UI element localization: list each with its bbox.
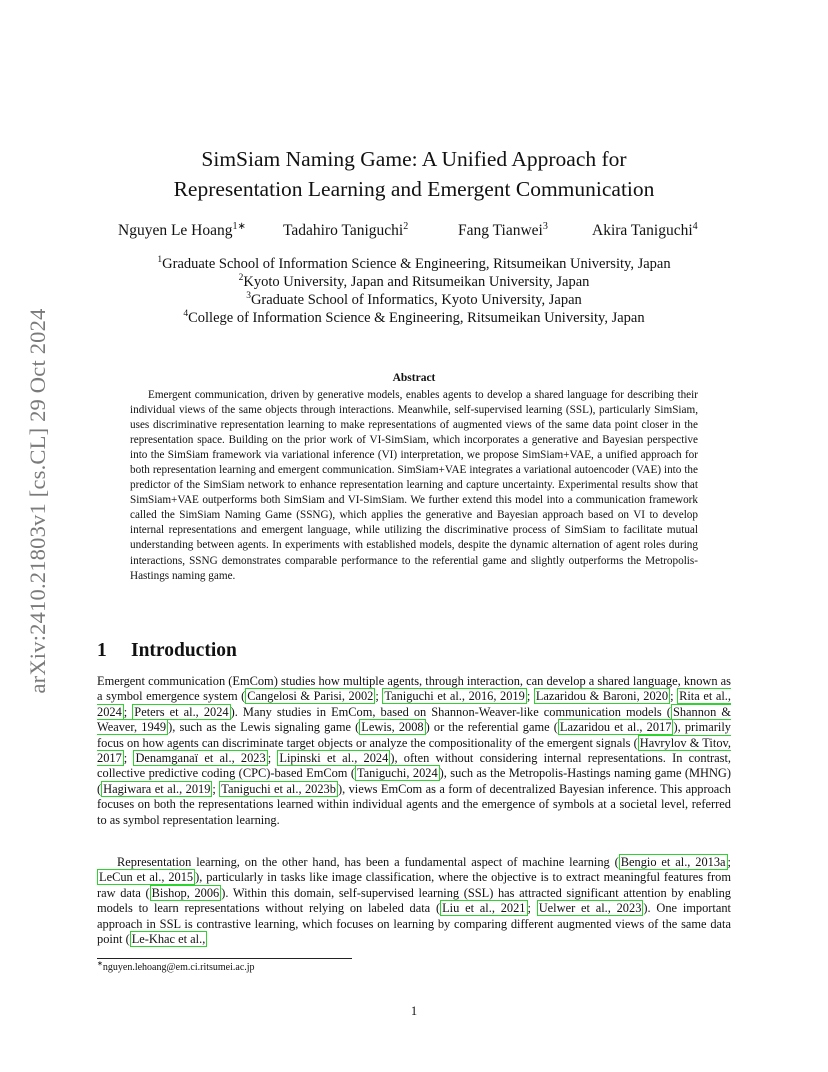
section-title: Introduction	[131, 640, 237, 661]
intro-paragraph-2: Representation learning, on the other hand, has been a fundamental aspect of machine learning ( Bengio et al., 2013a ; LeCun et al., 2015 ), particularly in tasks like image classification, where the objective is to extract meaningful features from raw data ( Bishop, 2006 ). Within this domain, self-supervised learning (SSL) has attracted significant attention by enabling models to learn representations without relying on labeled data ( Liu et al., 2021 ; Uelwer et al., 2023 ). One important approach in SSL is contrastive learning, which focuses on learning by comparing different augmented views of the same data point ( Le-Khac et al.,	[97, 855, 732, 947]
citation-link[interactable]: Le-Khac et al.,	[131, 932, 206, 947]
citation-link[interactable]: Denamganaï et al., 2023	[135, 751, 266, 766]
abstract-heading: Abstract	[392, 372, 436, 384]
section-number: 1	[97, 640, 107, 661]
arxiv-stamp-text: arXiv:2410.21803v1 [cs.CL] 29 Oct 2024	[25, 308, 50, 694]
citation-link[interactable]: Bengio et al., 2013a	[620, 855, 726, 869]
paper-title-line-2: Representation Learning and Emergent Communication	[173, 177, 655, 201]
footnote-email: nguyen.lehoang@em.ci.ritsumei.ac.jp	[102, 962, 255, 973]
citation-link[interactable]: Rita et al., 2024	[97, 689, 731, 719]
author-4: Akira Taniguchi$^4$	[592, 220, 698, 239]
citation-link[interactable]: Lewis, 2008	[361, 720, 424, 735]
citation-link[interactable]: LeCun et al., 2015	[99, 870, 194, 885]
intro-paragraph-1: Emergent communication (EmCom) studies how multiple agents, through interaction, can develop a shared language, known as a symbol emergence system ( Cangelosi & Parisi, 2002 ; Taniguchi et al., 2016, 2019 ; Lazaridou & Baroni, 2020 ; Rita et al., 2024 ; Peters et al., 2024 ). Many studies in EmCom, based on Shannon-Weaver-like communication models ( Shannon & Weaver, 1949 ), such as the Lewis signaling game ( Lewis, 2008 ) or the referential game ( Lazaridou et al., 2017 ), primarily focus on how agents can discriminate target objects or analyze the compositionality of the emergent signals ( Havrylov & Titov, 2017 ; Denamganaï et al., 2023 ; Lipinski et al., 2024 ), often without considering internal representations. In contrast, collective predictive coding (CPC)-based EmCom ( Taniguchi, 2024 ), such as the Metropolis-Hastings naming game (MHNG) ( Hagiwara et al., 2019 ; Taniguchi et al., 2023b ), views EmCom as a form of decentralized Bayesian inference. This approach focuses on both the representations learned within individual agents and the emergence of symbols at a societal level, referred to as symbol representation learning.	[97, 674, 732, 827]
author-2: Tadahiro Taniguchi$^2$	[283, 220, 409, 239]
citation-link[interactable]: Shannon & Weaver, 1949	[97, 704, 732, 735]
citation-link[interactable]: Taniguchi, 2024	[356, 766, 438, 781]
citation-link[interactable]: Cangelosi & Parisi, 2002	[247, 689, 374, 704]
affiliation-2: $^2$Kyoto University, Japan and Ritsumeikan University, Japan	[238, 273, 590, 290]
footnote: ∗nguyen.lehoang@em.ci.ritsumei.ac.jp	[97, 959, 255, 973]
page-number: 1	[410, 1004, 418, 1018]
author-list	[96, 222, 732, 244]
citation-link[interactable]: Taniguchi et al., 2016, 2019	[384, 689, 525, 704]
citation-link[interactable]: Lazaridou & Baroni, 2020	[535, 689, 669, 704]
citation-link[interactable]: Havrylov & Titov, 2017	[97, 735, 731, 766]
citation-link[interactable]: Liu et al., 2021	[442, 901, 526, 916]
citation-link[interactable]: Bishop, 2006	[151, 885, 220, 900]
paper-title-line-1: SimSiam Naming Game: A Unified Approach for	[201, 147, 627, 171]
citation-link[interactable]: Lipinski et al., 2024	[279, 751, 389, 766]
affiliation-1: $^1$Graduate School of Information Science & Engineering, Ritsumeikan University, Japan	[157, 255, 671, 272]
arxiv-stamp	[20, 292, 56, 710]
citation-link[interactable]: Hagiwara et al., 2019	[103, 781, 211, 796]
author-3: Fang Tianwei$^3$	[458, 220, 548, 239]
affiliation-4: $^4$College of Information Science & Engineering, Ritsumeikan University, Japan	[183, 309, 645, 326]
citation-link[interactable]: Uelwer et al., 2023	[538, 901, 642, 916]
citation-link[interactable]: Lazaridou et al., 2017	[559, 720, 672, 735]
author-1: Nguyen Le Hoang$^{1∗}$	[118, 220, 246, 239]
footnote-divider	[97, 958, 352, 959]
abstract-text: Emergent communication, driven by generative models, enables agents to develop a shared language for describing their individual views of the same objects through interactions. Meanwhile, self-supervised learning (SSL), particularly SimSiam, uses discriminative representation learning to make representations of augmented views of the same data point closer in the representation space. Building on the prior work of VI-SimSiam, which incorporates a generative and Bayesian perspective into the SimSiam framework via variational inference (VI) interpretation, we propose SimSiam+VAE, a unified approach for both representation learning and emergent communication. SimSiam+VAE integrates a variational autoencoder (VAE) into the predictor of the SimSiam network to enhance representation learning and capture uncertainty. Experimental results show that SimSiam+VAE outperforms both SimSiam and VI-SimSiam. We further extend this model into a communication framework called the SimSiam Naming Game (SSNG), which applies the generative and Bayesian approach based on VI to develop internal representations and emergent language, while utilizing the discriminative process of SimSiam to facilitate mutual understanding between agents. In experiments with established models, despite the dynamic alternation of agent roles during interactions, SSNG demonstrates comparable performance to the referential game and slightly outperforms the Metropolis-Hastings naming game.	[130, 389, 698, 582]
citation-link[interactable]: Taniguchi et al., 2023b	[221, 781, 336, 796]
citation-link[interactable]: Peters et al., 2024	[134, 704, 229, 719]
affiliation-3: $^3$Graduate School of Informatics, Kyoto University, Japan	[246, 291, 582, 308]
